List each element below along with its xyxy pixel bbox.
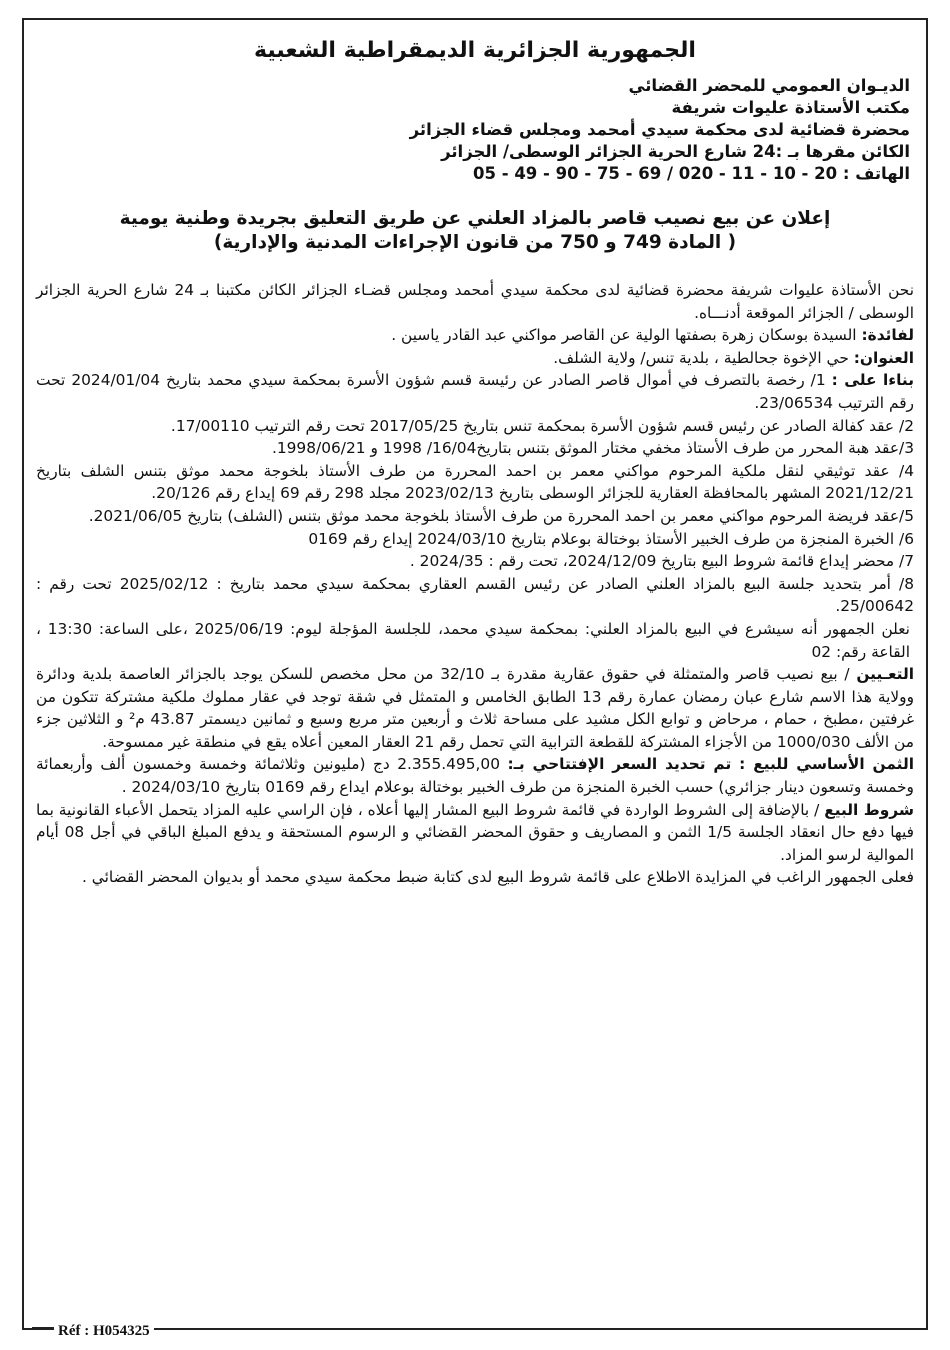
intro-paragraph: نحن الأستاذة عليوات شريفة محضرة قضائية لدى محكمة سيدي أمحمد ومجلس قضـاء الجزائر الكائن مكتبنا بـ 24 شارع الحرية الجزائر الوسطى / الجزائر الموقعة أدنـــاه.	[36, 281, 915, 322]
session-notice: نعلن الجمهور أنه سيشرع في البيع بالمزاد العلني: بمحكمة سيدي محمد، للجلسة المؤجلة ليوم: 2025/06/19 ،على الساعة: 13:30 ، القاعة رقم: 02	[36, 619, 910, 661]
based-on-item-3: 3/عقد هبة المحرر من طرف الأستاذ مخفي مختار الموثق بتنس بتاريخ16/04/ 1998 و 1998/06/21.	[271, 439, 914, 458]
office-line-2: مكتب الأستاذة عليوات شريفة	[671, 98, 910, 117]
based-on-item-2: 2/ عقد كفالة الصادر عن رئيس قسم شؤون الأسرة بمحكمة تنس بتاريخ 2017/05/25 تحت رقم الترتيب 17/00110.	[170, 416, 914, 435]
address-paragraph	[36, 347, 914, 370]
office-line-3: محضرة قضائية لدى محكمة سيدي أمحمد ومجلس قضاء الجزائر	[409, 120, 910, 139]
address-label: العنوان:	[853, 348, 914, 367]
designation-paragraph	[36, 663, 914, 753]
reference-leader-line	[32, 1327, 56, 1330]
based-on-item-7: 7/ محضر إيداع قائمة شروط البيع بتاريخ 2024/12/09، تحت رقم : 2024/35 .	[409, 552, 914, 571]
announcement-title	[34, 207, 916, 255]
price-paragraph	[36, 753, 914, 798]
price-text: 2.355.495,00 دج (مليونين وثلاثمائة وخمسة وخمسون ألف وأربعمائة وخمسة وتسعون دينار جزائري) حسب الخبرة المنجزة من طرف الخبير بوختالة بوعلام ايداع رقم 0169 بتاريخ 2024/03/10 .	[36, 755, 914, 797]
office-block	[34, 75, 916, 185]
based-on-label: بناءا على :	[831, 371, 914, 390]
based-on-item-6: 6/ الخبرة المنجزة من طرف الخبير الأستاذ بوختالة بوعلام بتاريخ 2024/03/10 إيداع رقم 0169	[308, 529, 914, 548]
office-phone: الهاتف : 20 - 10 - 11 - 020 / 69 - 75 - 90 - 49 - 05	[473, 164, 910, 183]
conditions-label: شروط البيع	[824, 800, 914, 819]
beneficiary-paragraph	[36, 324, 914, 347]
conditions-text: / بالإضافة إلى الشروط الواردة في قائمة شروط البيع المشار إليها أعلاه ، فإن الراسي عليه المزاد يتحمل الأعباء القانونية بما فيها دفع حال انعقاد الجلسة 1/5 الثمن و المصاريف و حقوق المحضر القضائي و الرسوم المستحقة و يدفع المبلغ الباقي في أجل 08 أيام الموالية لرسو المزاد.	[36, 800, 914, 864]
beneficiary-label: لفائدة:	[861, 326, 914, 345]
republic-heading: الجمهورية الجزائرية الديمقراطية الشعبية	[254, 38, 696, 63]
office-line-1: الديـوان العمومي للمحضر القضائي	[628, 76, 910, 95]
reference-number: Réf : H054325	[54, 1323, 154, 1340]
price-label: الثمن الأساسي للبيع : تم تحديد السعر الإفتتاحي بـ:	[507, 755, 914, 774]
based-on-item-8: 8/ أمر بتحديد جلسة البيع بالمزاد العلني الصادر عن رئيس القسم العقاري بمحكمة سيدي محمد بتاريخ : 2025/02/12 تحت رقم : 25/00642.	[36, 574, 914, 616]
designation-label: التعـيين	[856, 665, 915, 684]
notice-frame	[22, 18, 928, 1339]
notice-body	[34, 279, 916, 889]
based-on-item-4: 4/ عقد توثيقي لنقل ملكية المرحوم مواكني معمر بن احمد المحررة من طرف الأستاذ بلخوجة محمد موثق بتنس الشلف بتاريخ 2021/12/21 المشهر بالمحافظة العقارية للجزائر الوسطى بتاريخ 2023/02/13 مجلد 298 رقم 69 إيداع رقم 20/126.	[36, 461, 914, 503]
based-on-paragraph	[36, 369, 914, 414]
office-line-4: الكائن مقرها بـ :24 شارع الحرية الجزائر الوسطى/ الجزائر	[441, 142, 910, 161]
address-text: حي الإخوة جحالطية ، بلدية تنس/ ولاية الشلف.	[553, 348, 854, 367]
based-on-item-5: 5/عقد فريضة المرحوم مواكني معمر بن احمد المحررة من طرف الأستاذ بلخوجة محمد موثق بتنس (الشلف) بتاريخ 2021/06/05.	[88, 506, 914, 525]
based-on-item-1: 1/ رخصة بالتصرف في أموال قاصر الصادر عن رئيسة قسم شؤون الأسرة بمحكمة سيدي محمد بتاريخ 2024/01/04 تحت رقم الترتيب 23/06534.	[36, 371, 914, 412]
announcement-title-line-1: إعلان عن بيع نصيب قاصر بالمزاد العلني عن طريق التعليق بجريدة وطنية يومية	[119, 208, 831, 229]
designation-text: / بيع نصيب قاصر والمتمثلة في حقوق عقارية مقدرة بـ 32/10 من محل مخصص للسكن يوجد بالجزائر العاصمة بلدية ودائرة وولاية هذا الاسم شارع عبان رمضان عمارة رقم 13 الطابق الخامس و المتمثل في شقة توجد في عقار مملوك ملكية مشتركة تتكون من غرفتين ،مطبخ ، حمام ، مرحاض و توابع الكل مشيد على مساحة ثلاث و أربعين متر مربع وسبع و ثمانين ديسمتر 43.87 م² و الثلاثين جزء من الألف 1000/030 من الأجزاء المشتركة للقطعة الترابية التي تحمل رقم 21 العقار المعين أعلاه يقع في منطقة غير ممسوحة.	[36, 665, 915, 751]
closing-paragraph: فعلى الجمهور الراغب في المزايدة الاطلاع على قائمة شروط البيع لدى كتابة ضبط محكمة سيدي محمد أو بديوان المحضر القضائي .	[81, 868, 914, 887]
conditions-paragraph	[36, 799, 914, 867]
beneficiary-text: السيدة بوسكان زهرة بصفتها الولية عن القاصر مواكني عبد القادر ياسين .	[391, 326, 862, 345]
announcement-title-line-2: ( المادة 749 و 750 من قانون الإجراءات المدنية والإدارية)	[213, 232, 737, 253]
